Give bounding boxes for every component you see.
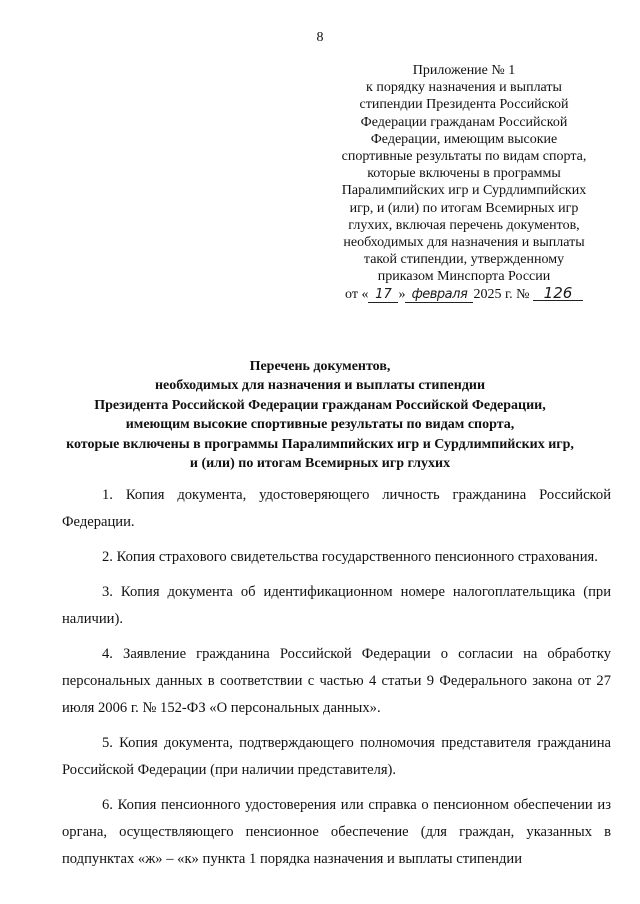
title-line: которые включены в программы Паралимпийских игр и Сурдлимпийских игр, — [66, 436, 574, 452]
appendix-line: игр, и (или) по итогам Всемирных игр — [349, 200, 579, 216]
list-item: 2. Копия страхового свидетельства государственного пенсионного страхования. — [102, 549, 598, 565]
title-line: Президента Российской Федерации гражданам Российской Федерации, — [94, 397, 546, 413]
handwritten-month: февраля — [405, 288, 473, 303]
appendix-line: Федерации, имеющим высокие — [370, 131, 558, 147]
appendix-line: приказом Минспорта России — [377, 269, 551, 285]
title-line: имеющим высокие спортивные результаты по видам спорта, — [125, 417, 515, 433]
appendix-line: Паралимпийских игр и Сурдлимпийских — [341, 183, 587, 199]
list-item: 4. Заявление гражданина Российской Федерации о согласии на обработку персональных данных в соответствии с частью 4 статьи 9 Федерального закона от 27 июля 2006 г. № 152-ФЗ «О персональных данных». — [62, 645, 611, 717]
appendix-line: которые включены в программы — [367, 166, 561, 182]
list-item: 5. Копия документа, подтверждающего полномочия представителя гражданина Российской Федерации (при наличии представителя). — [62, 735, 611, 779]
document-title — [30, 357, 610, 473]
list-item: 3. Копия документа об идентификационном номере налогоплательщика (при наличии). — [62, 583, 611, 627]
appendix-line: стипендии Президента Российской — [359, 97, 569, 113]
date-prefix: от « — [345, 286, 369, 302]
document-list — [62, 482, 611, 881]
appendix-line: Приложение № 1 — [412, 63, 516, 78]
appendix-line: к порядку назначения и выплаты — [366, 80, 562, 96]
list-item: 6. Копия пенсионного удостоверения или справка о пенсионном обеспечении из органа, осуществляющего пенсионное обеспечение (для граждан, указанных в подпунктах «ж» – «к» пункта 1 порядка назначения и выплаты стипендии — [62, 797, 611, 868]
handwritten-day: 17 — [368, 288, 398, 303]
appendix-line: спортивные результаты по видам спорта, — [341, 149, 587, 165]
appendix-line: Федерации гражданам Российской — [360, 114, 568, 130]
title-line: и (или) по итогам Всемирных игр глухих — [189, 456, 451, 472]
order-date-line — [330, 283, 598, 303]
title-line: необходимых для назначения и выплаты стипендии — [154, 378, 486, 394]
page-number: 8 — [316, 30, 324, 45]
list-item: 1. Копия документа, удостоверяющего личность гражданина Российской Федерации. — [62, 487, 611, 531]
appendix-line: такой стипендии, утвержденному — [363, 252, 565, 268]
title-line: Перечень документов, — [249, 359, 391, 374]
handwritten-order-number: 126 — [533, 286, 583, 301]
date-year: 2025 г. № — [473, 286, 530, 302]
appendix-line: необходимых для назначения и выплаты — [343, 235, 585, 251]
appendix-header — [330, 62, 598, 303]
appendix-line: глухих, включая перечень документов, — [348, 217, 580, 233]
date-quote-close: » — [398, 286, 406, 302]
